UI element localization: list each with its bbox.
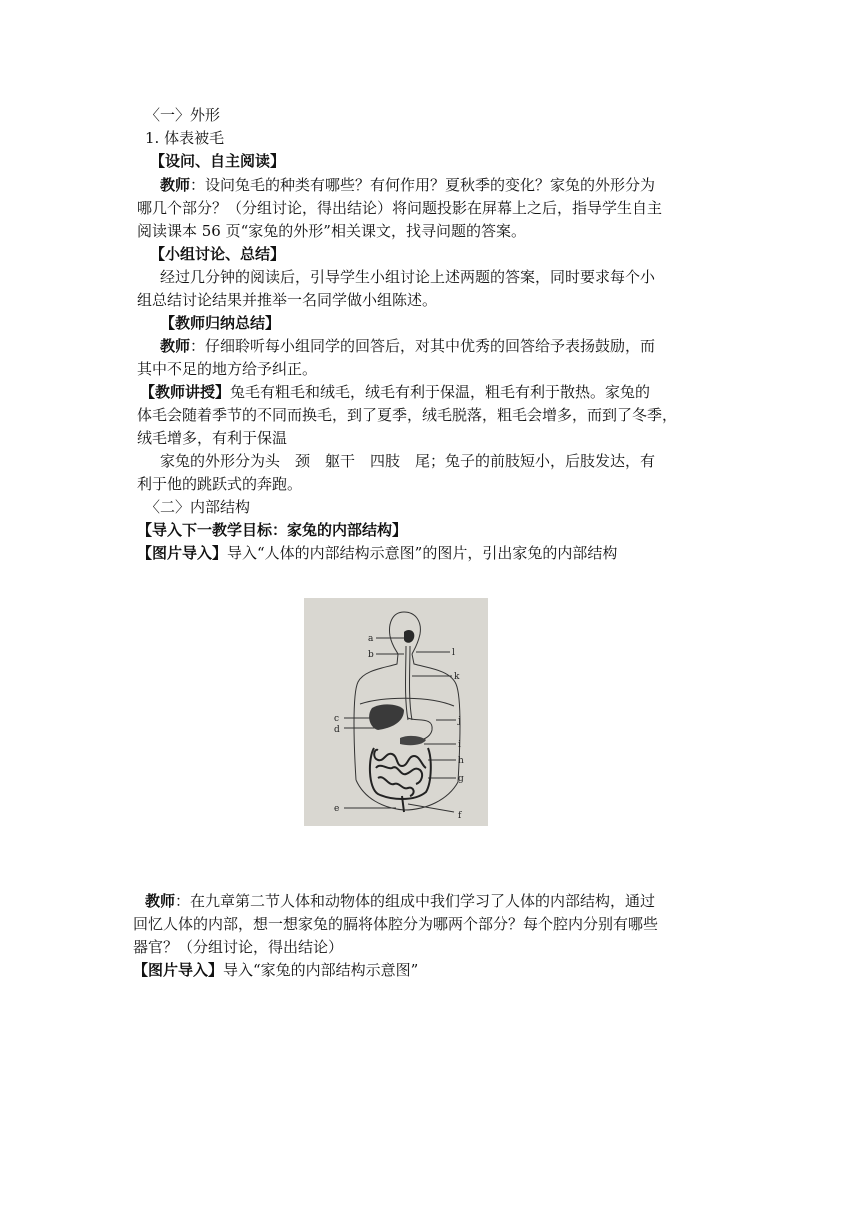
- esophagus-wall: [410, 646, 413, 720]
- teacher-label: 教师: [160, 337, 191, 355]
- paragraph-question-line1: 教师：设问兔毛的种类有哪些？有何作用？夏秋季的变化？家兔的外形分为: [160, 176, 656, 194]
- paragraph-discussion-line1: 经过几分钟的阅读后，引导学生小组讨论上述两题的答案，同时要求每个小: [160, 268, 656, 286]
- label-c: c: [334, 714, 340, 724]
- label-b: b: [368, 650, 374, 660]
- teacher-label: 教师: [145, 892, 176, 910]
- paragraph-discussion-line2: 组总结讨论结果并推举一名同学做小组陈述。: [137, 291, 438, 309]
- paragraph-question-line2: 哪几个部分？（分组讨论，得出结论）将问题投影在屏幕上之后，指导学生自主: [137, 199, 663, 217]
- label-l: l: [452, 648, 455, 658]
- paragraph-recall-line1: 教师：在九章第二节人体和动物体的组成中我们学习了人体的内部结构，通过: [145, 892, 656, 910]
- paragraph-body-parts-line1: 家兔的外形分为头 颈 躯干 四肢 尾；兔子的前肢短小，后肢发达，有: [160, 452, 656, 470]
- paragraph-lecture-line1: 【教师讲授】兔毛有粗毛和绒毛，绒毛有利于保温，粗毛有利于散热。家兔的: [140, 383, 651, 401]
- paragraph-recall-line2: 回忆人体的内部，想一想家兔的膈将体腔分为哪两个部分？每个腔内分别有哪些: [133, 915, 659, 933]
- paragraph-lecture-line2: 体毛会随着季节的不同而换毛，到了夏季，绒毛脱落，粗毛会增多，而到了冬季，: [137, 406, 678, 424]
- tag-image-import: 【图片导入】: [137, 544, 228, 562]
- section-heading-appearance: 〈一〉外形: [145, 106, 221, 124]
- tag-group-discussion: 【小组讨论、总结】: [150, 245, 286, 263]
- label-g: g: [458, 774, 464, 784]
- diaphragm: [360, 698, 454, 706]
- label-d: d: [334, 725, 340, 735]
- paragraph-image-intro: 【图片导入】导入“人体的内部结构示意图”的图片，引出家兔的内部结构: [137, 544, 618, 562]
- tag-teacher-summary: 【教师归纳总结】: [160, 314, 281, 332]
- label-h: h: [458, 756, 464, 766]
- human-anatomy-diagram: [304, 598, 488, 826]
- paragraph-question-line3: 阅读课本 56 页“家兔的外形”相关课文，找寻问题的答案。: [137, 222, 526, 240]
- teacher-label: 教师: [160, 176, 191, 194]
- label-f: f: [458, 811, 462, 821]
- paragraph-summary-line2: 其中不足的地方给予纠正。: [137, 360, 318, 378]
- subheading-fur: 1. 体表被毛: [145, 129, 225, 147]
- intestine-coil-2: [376, 766, 422, 784]
- tag-teacher-lecture: 【教师讲授】: [140, 383, 231, 401]
- tag-next-goal: 【导入下一教学目标：家兔的内部结构】: [137, 521, 408, 539]
- head-outline: [390, 612, 404, 654]
- paragraph-image-intro-2: 【图片导入】导入“家兔的内部结构示意图”: [133, 961, 419, 979]
- label-j: j: [458, 716, 461, 726]
- body-outline-right: [412, 654, 460, 782]
- label-a: a: [368, 634, 374, 644]
- paragraph-recall-line3: 器官？（分组讨论，得出结论）: [133, 938, 344, 956]
- tag-self-reading: 【设问、自主阅读】: [150, 152, 286, 170]
- label-k: k: [454, 672, 460, 682]
- label-e: e: [334, 804, 340, 814]
- paragraph-summary-line1: 教师：仔细聆听每小组同学的回答后，对其中优秀的回答给予表扬鼓励，而: [160, 337, 656, 355]
- label-i: i: [458, 740, 461, 750]
- section-heading-internal: 〈二〉内部结构: [145, 498, 251, 516]
- intestine-coil-3: [378, 777, 414, 796]
- pancreas: [400, 736, 426, 745]
- paragraph-lecture-line3: 绒毛增多，有利于保温: [137, 429, 288, 447]
- human-internal-structure-figure: [304, 598, 488, 826]
- paragraph-body-parts-line2: 利于他的跳跃式的奔跑。: [137, 475, 303, 493]
- esophagus: [406, 646, 409, 720]
- throat: [404, 630, 414, 643]
- liver: [369, 704, 404, 730]
- tag-image-import-2: 【图片导入】: [133, 961, 224, 979]
